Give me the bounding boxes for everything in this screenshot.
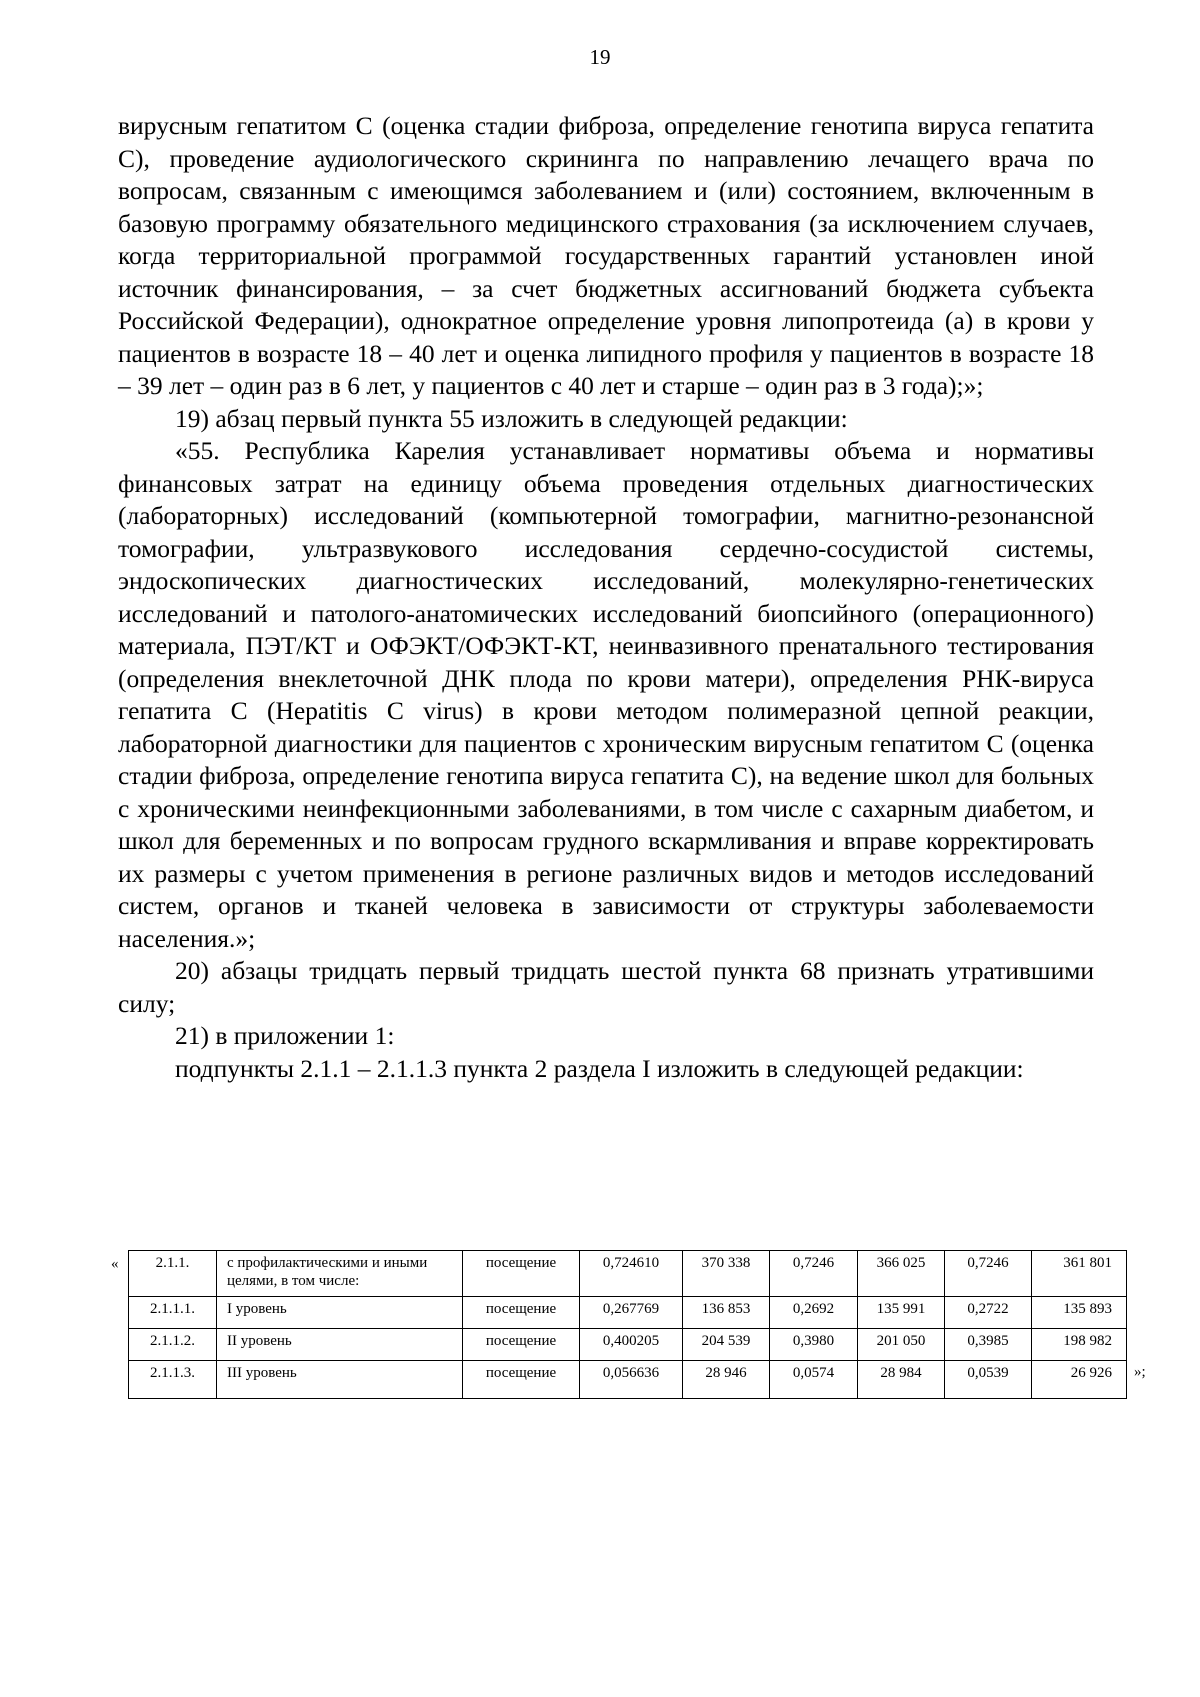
row-value-1: 0,400205 xyxy=(580,1329,683,1361)
row-unit: посещение xyxy=(463,1361,580,1399)
row-value-1: 0,056636 xyxy=(580,1361,683,1399)
table-open-quote: « xyxy=(111,1256,119,1272)
row-unit: посещение xyxy=(463,1251,580,1297)
row-value-3: 0,0574 xyxy=(770,1361,858,1399)
table-row xyxy=(129,1329,1127,1361)
row-value-5: 0,3985 xyxy=(945,1329,1032,1361)
row-value-2: 28 946 xyxy=(683,1361,770,1399)
row-value-3: 0,2692 xyxy=(770,1297,858,1329)
row-code: 2.1.1.2. xyxy=(129,1329,217,1361)
paragraph: 21) в приложении 1: xyxy=(175,1021,395,1050)
row-unit: посещение xyxy=(463,1329,580,1361)
paragraph: вирусным гепатитом С (оценка стадии фиброза, определение генотипа вируса гепатита С), проведение аудиологического скрининга по направлению лечащего врача по вопросам, связанным с имеющимся заболеванием и (или) состоянием, включенным в базовую программу обязательного медицинского страхования (за исключением случаев, когда территориальной программой государственных гарантий установлен иной источник финансирования, – за счет бюджетных ассигнований бюджета субъекта Российской Федерации), однократное определение уровня липопротеида (а) в крови у пациентов в возрасте 18 – 40 лет и оценка липидного профиля у пациентов в возрасте 18 – 39 лет – один раз в 6 лет, у пациентов с 40 лет и старше – один раз в 3 года);»; xyxy=(118,111,1094,400)
row-value-6: 26 926 xyxy=(1032,1361,1127,1399)
row-name: I уровень xyxy=(217,1297,463,1329)
row-value-6: 361 801 xyxy=(1032,1251,1127,1297)
paragraph: 20) абзацы тридцать первый тридцать шестой пункта 68 признать утратившими силу; xyxy=(118,956,1094,1018)
row-value-5: 0,2722 xyxy=(945,1297,1032,1329)
row-value-4: 366 025 xyxy=(858,1251,945,1297)
row-name: с профилактическими и иными целями, в том числе: xyxy=(217,1251,463,1297)
row-value-3: 0,3980 xyxy=(770,1329,858,1361)
table-row xyxy=(129,1297,1127,1329)
paragraph: подпункты 2.1.1 – 2.1.1.3 пункта 2 раздела I изложить в следующей редакции: xyxy=(175,1053,1024,1083)
row-value-6: 135 893 xyxy=(1032,1297,1127,1329)
row-unit: посещение xyxy=(463,1297,580,1329)
page-number: 19 xyxy=(589,45,611,69)
row-code: 2.1.1. xyxy=(129,1251,217,1297)
row-name: II уровень xyxy=(217,1329,463,1361)
paragraph: 19) абзац первый пункта 55 изложить в следующей редакции: xyxy=(175,403,848,433)
row-code: 2.1.1.1. xyxy=(129,1297,217,1329)
row-value-4: 135 991 xyxy=(858,1297,945,1329)
row-code: 2.1.1.3. xyxy=(129,1361,217,1399)
row-value-2: 204 539 xyxy=(683,1329,770,1361)
row-value-6: 198 982 xyxy=(1032,1329,1127,1361)
table-row xyxy=(129,1251,1127,1297)
row-value-1: 0,724610 xyxy=(580,1251,683,1297)
row-value-4: 28 984 xyxy=(858,1361,945,1399)
row-value-1: 0,267769 xyxy=(580,1297,683,1329)
row-value-2: 370 338 xyxy=(683,1251,770,1297)
document-body xyxy=(118,110,1094,1085)
row-value-3: 0,7246 xyxy=(770,1251,858,1297)
paragraph: «55. Республика Карелия устанавливает нормативы объема и нормативы финансовых затрат на единицу объема проведения отдельных диагностических (лабораторных) исследований (компьютерной томографии, магнитно-резонансной томографии, ультразвукового исследования сердечно-сосудистой системы, эндоскопических диагностических исследований, молекулярно-генетических исследований и патолого-анатомических исследований биопсийного (операционного) материала, ПЭТ/КТ и ОФЭКТ/ОФЭКТ-КТ, неинвазивного пренатального тестирования (определения внеклеточной ДНК плода по крови матери), определения РНК-вируса гепатита С (Hepatitis C virus) в крови методом полимеразной цепной реакции, лабораторной диагностики для пациентов с хроническим вирусным гепатитом С (оценка стадии фиброза, определение генотипа вируса гепатита С), на ведение школ для больных с хроническими неинфекционными заболеваниями, в том числе с сахарным диабетом, и школ для беременных и по вопросам грудного вскармливания и вправе корректировать их размеры с учетом применения в регионе различных видов и методов исследований систем, органов и тканей человека в зависимости от структуры заболеваемости населения.»; xyxy=(118,436,1094,953)
table-row xyxy=(129,1361,1127,1399)
row-value-2: 136 853 xyxy=(683,1297,770,1329)
row-value-5: 0,0539 xyxy=(945,1361,1032,1399)
data-table xyxy=(128,1250,1127,1399)
row-value-5: 0,7246 xyxy=(945,1251,1032,1297)
row-name: III уровень xyxy=(217,1361,463,1399)
row-value-4: 201 050 xyxy=(858,1329,945,1361)
table-close-quote: »; xyxy=(1134,1364,1146,1380)
